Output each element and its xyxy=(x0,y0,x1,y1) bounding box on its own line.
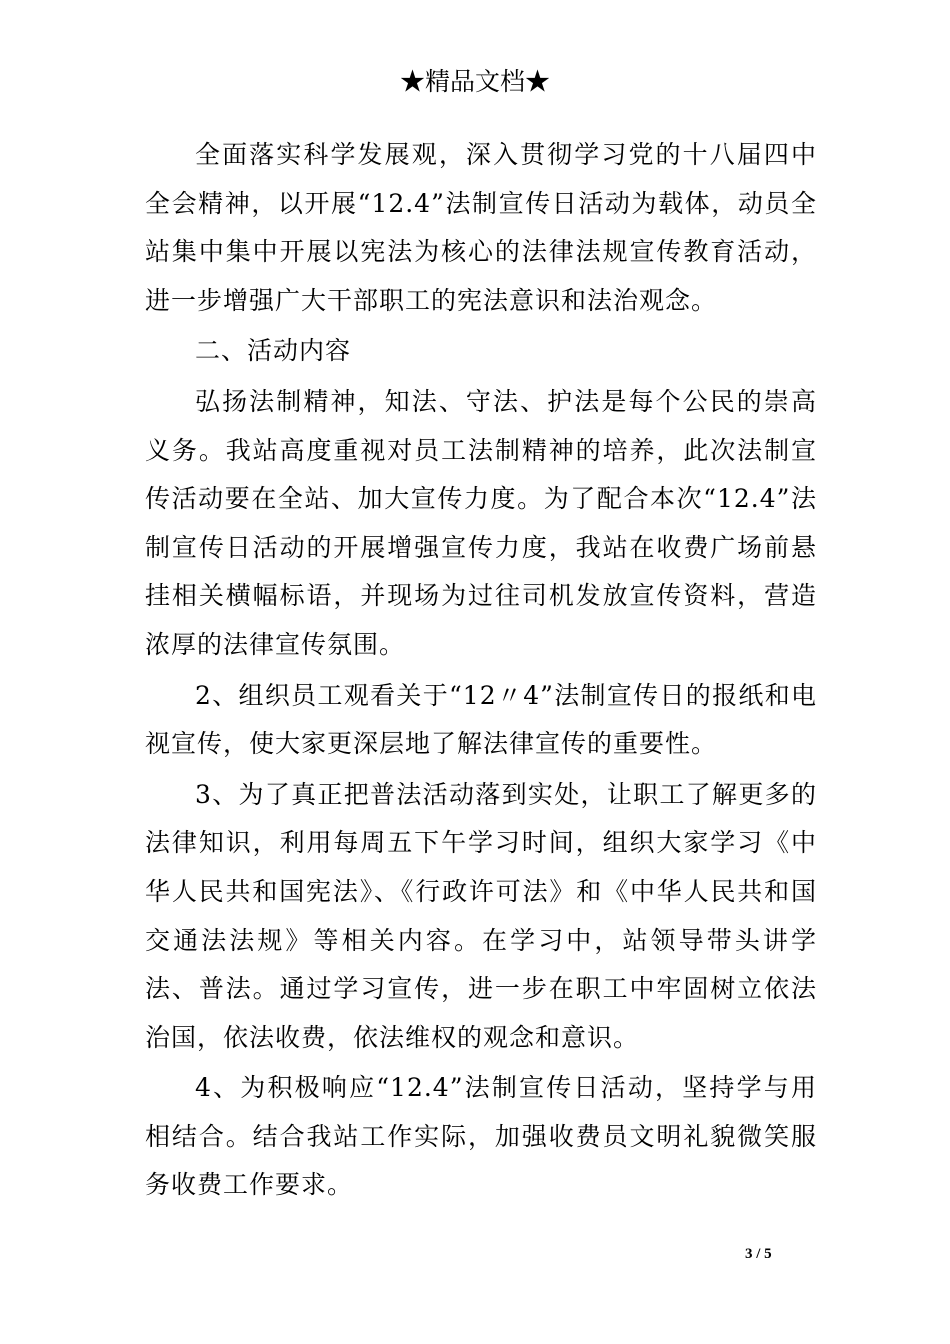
paragraph-item-2: 2、组织员工观看关于“12〃4”法制宣传日的报纸和电视宣传，使大家更深层地了解法律宣传的重要性。 xyxy=(145,680,817,759)
section-heading-activity-content: 二、活动内容 xyxy=(195,336,352,366)
page-number: 3 / 5 xyxy=(745,1246,772,1262)
page-header-title: ★精品文档★ xyxy=(399,67,550,96)
paragraph-intro: 全面落实科学发展观，深入贯彻学习党的十八届四中全会精神，以开展“12.4”法制宣传日活动为载体，动员全站集中集中开展以宪法为核心的法律法规宣传教育活动，进一步增强广大干部职工的宪法意识和法治观念。 xyxy=(145,140,817,315)
document-body xyxy=(145,131,817,1210)
paragraph-item-1: 弘扬法制精神，知法、守法、护法是每个公民的崇高义务。我站高度重视对员工法制精神的培养，此次法制宣传活动要在全站、加大宣传力度。为了配合本次“12.4”法制宣传日活动的开展增强宣传力度，我站在收费广场前悬挂相关横幅标语，并现场为过往司机发放宣传资料，营造浓厚的法律宣传氛围。 xyxy=(145,386,817,659)
paragraph-item-4: 4、为积极响应“12.4”法制宣传日活动，坚持学与用相结合。结合我站工作实际，加强收费员文明礼貌微笑服务收费工作要求。 xyxy=(145,1073,817,1200)
paragraph-item-3: 3、为了真正把普法活动落到实处，让职工了解更多的法律知识，利用每周五下午学习时间，组织大家学习《中华人民共和国宪法》、《行政许可法》和《中华人民共和国交通法法规》等相关内容。在学习中，站领导带头讲学法、普法。通过学习宣传，进一步在职工中牢固树立依法治国，依法收费，依法维权的观念和意识。 xyxy=(145,779,817,1052)
